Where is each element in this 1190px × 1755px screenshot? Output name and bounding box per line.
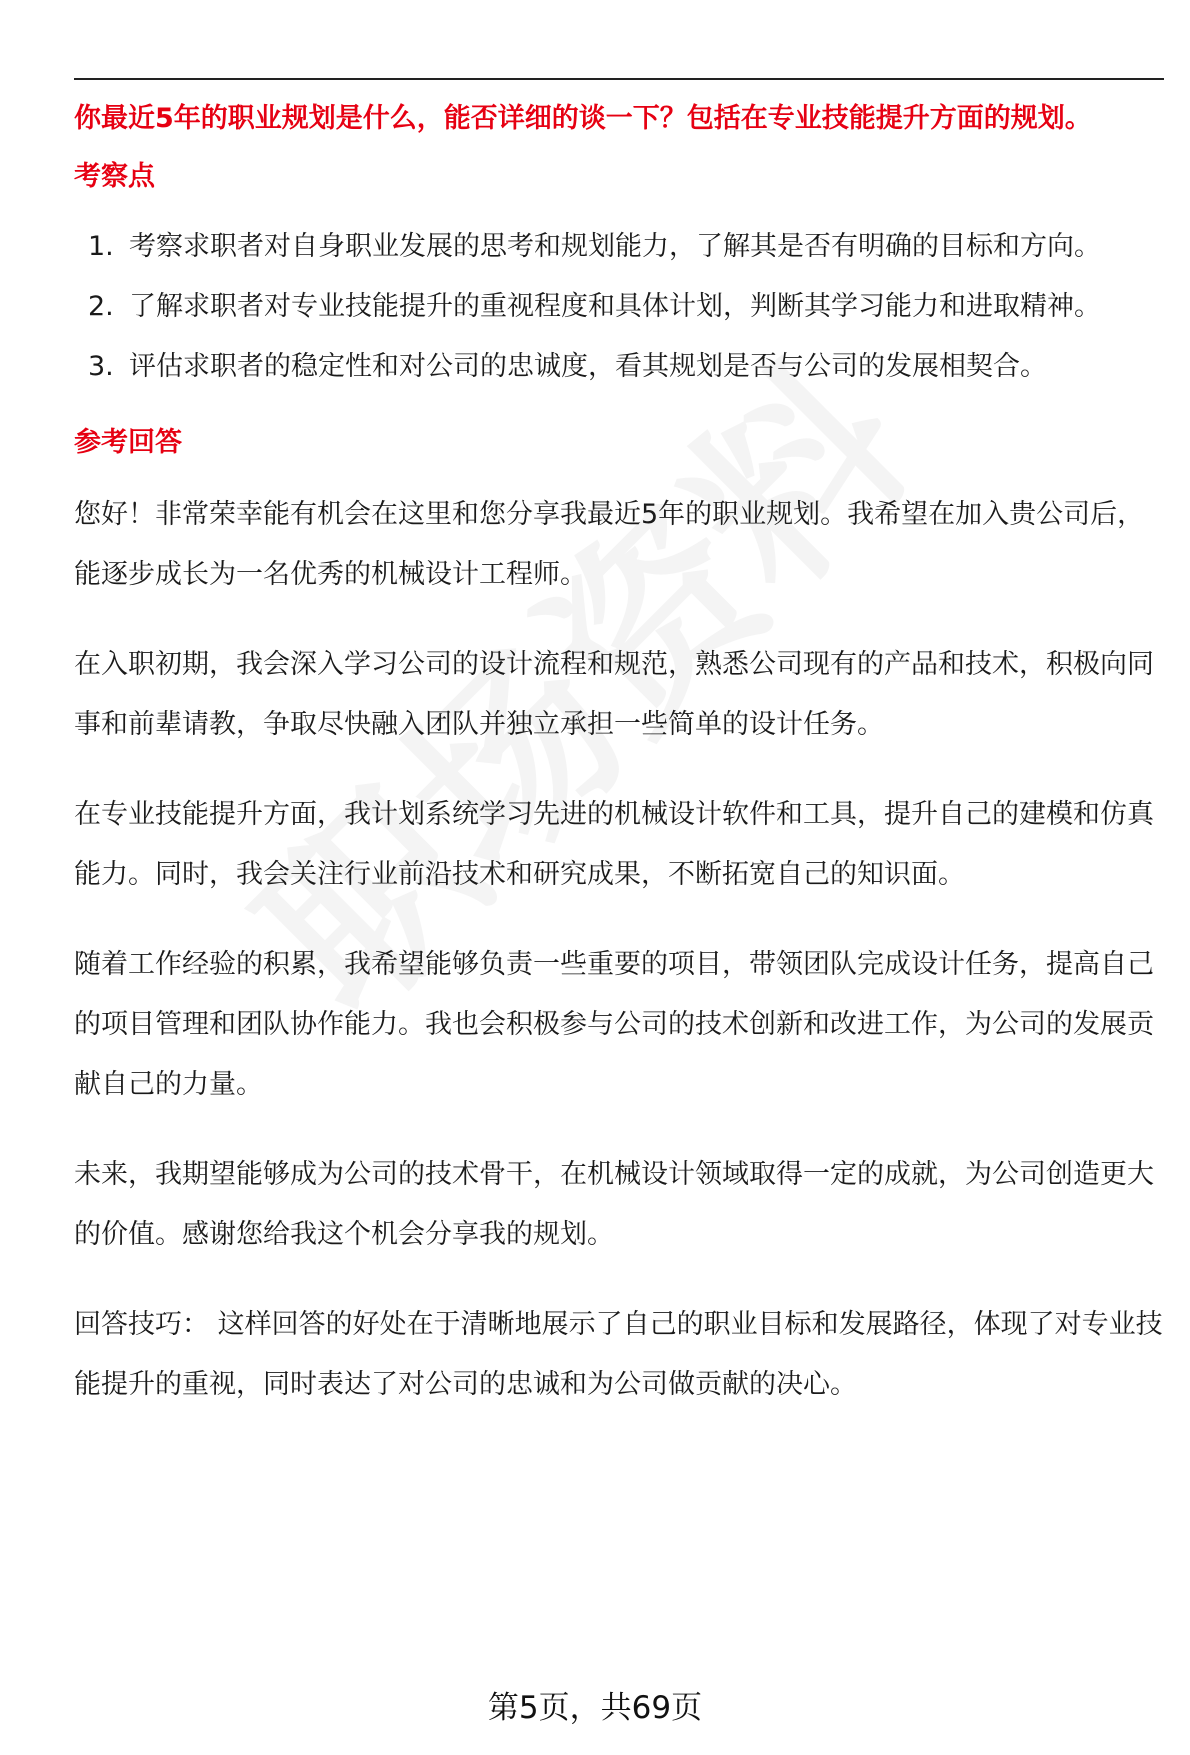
point-text: 了解求职者对专业技能提升的重视程度和具体计划，判断其学习能力和进取精神。 (129, 291, 1101, 322)
answer-paragraph: 随着工作经验的积累，我希望能够负责一些重要的项目，带领团队完成设计任务，提高自己的项目管理和团队协作能力。我也会积极参与公司的技术创新和改进工作，为公司的发展贡献自己的力量。 (74, 949, 1154, 1100)
point-number: 2. (88, 291, 114, 322)
question-title: 你最近5年的职业规划是什么，能否详细的谈一下？包括在专业技能提升方面的规划。 (74, 103, 1092, 134)
assessment-heading: 考察点 (74, 161, 155, 192)
answer-paragraph: 未来，我期望能够成为公司的技术骨干，在机械设计领域取得一定的成就，为公司创造更大的价值。感谢您给我这个机会分享我的规划。 (74, 1159, 1154, 1250)
point-text: 评估求职者的稳定性和对公司的忠诚度，看其规划是否与公司的发展相契合。 (129, 351, 1047, 382)
answer-heading: 参考回答 (74, 427, 182, 458)
answer-paragraph: 在入职初期，我会深入学习公司的设计流程和规范，熟悉公司现有的产品和技术，积极向同事和前辈请教，争取尽快融入团队并独立承担一些简单的设计任务。 (74, 649, 1154, 740)
page-number: 第5页，共69页 (487, 1690, 703, 1726)
assessment-points (74, 217, 1164, 397)
assessment-point (74, 217, 1164, 277)
answer-tip: 回答技巧： 这样回答的好处在于清晰地展示了自己的职业目标和发展路径，体现了对专业技能提升的重视，同时表达了对公司的忠诚和为公司做贡献的决心。 (74, 1309, 1163, 1400)
answer-paragraph: 您好！非常荣幸能有机会在这里和您分享我最近5年的职业规划。我希望在加入贵公司后，能逐步成长为一名优秀的机械设计工程师。 (74, 499, 1145, 590)
answer-paragraph: 在专业技能提升方面，我计划系统学习先进的机械设计软件和工具，提升自己的建模和仿真能力。同时，我会关注行业前沿技术和研究成果，不断拓宽自己的知识面。 (74, 799, 1154, 890)
assessment-point (74, 277, 1164, 337)
point-number: 3. (88, 351, 114, 382)
point-number: 1. (88, 231, 114, 262)
content (74, 100, 1164, 1415)
assessment-point (74, 337, 1164, 397)
point-text: 考察求职者对自身职业发展的思考和规划能力，了解其是否有明确的目标和方向。 (129, 231, 1101, 262)
top-divider (74, 78, 1164, 80)
